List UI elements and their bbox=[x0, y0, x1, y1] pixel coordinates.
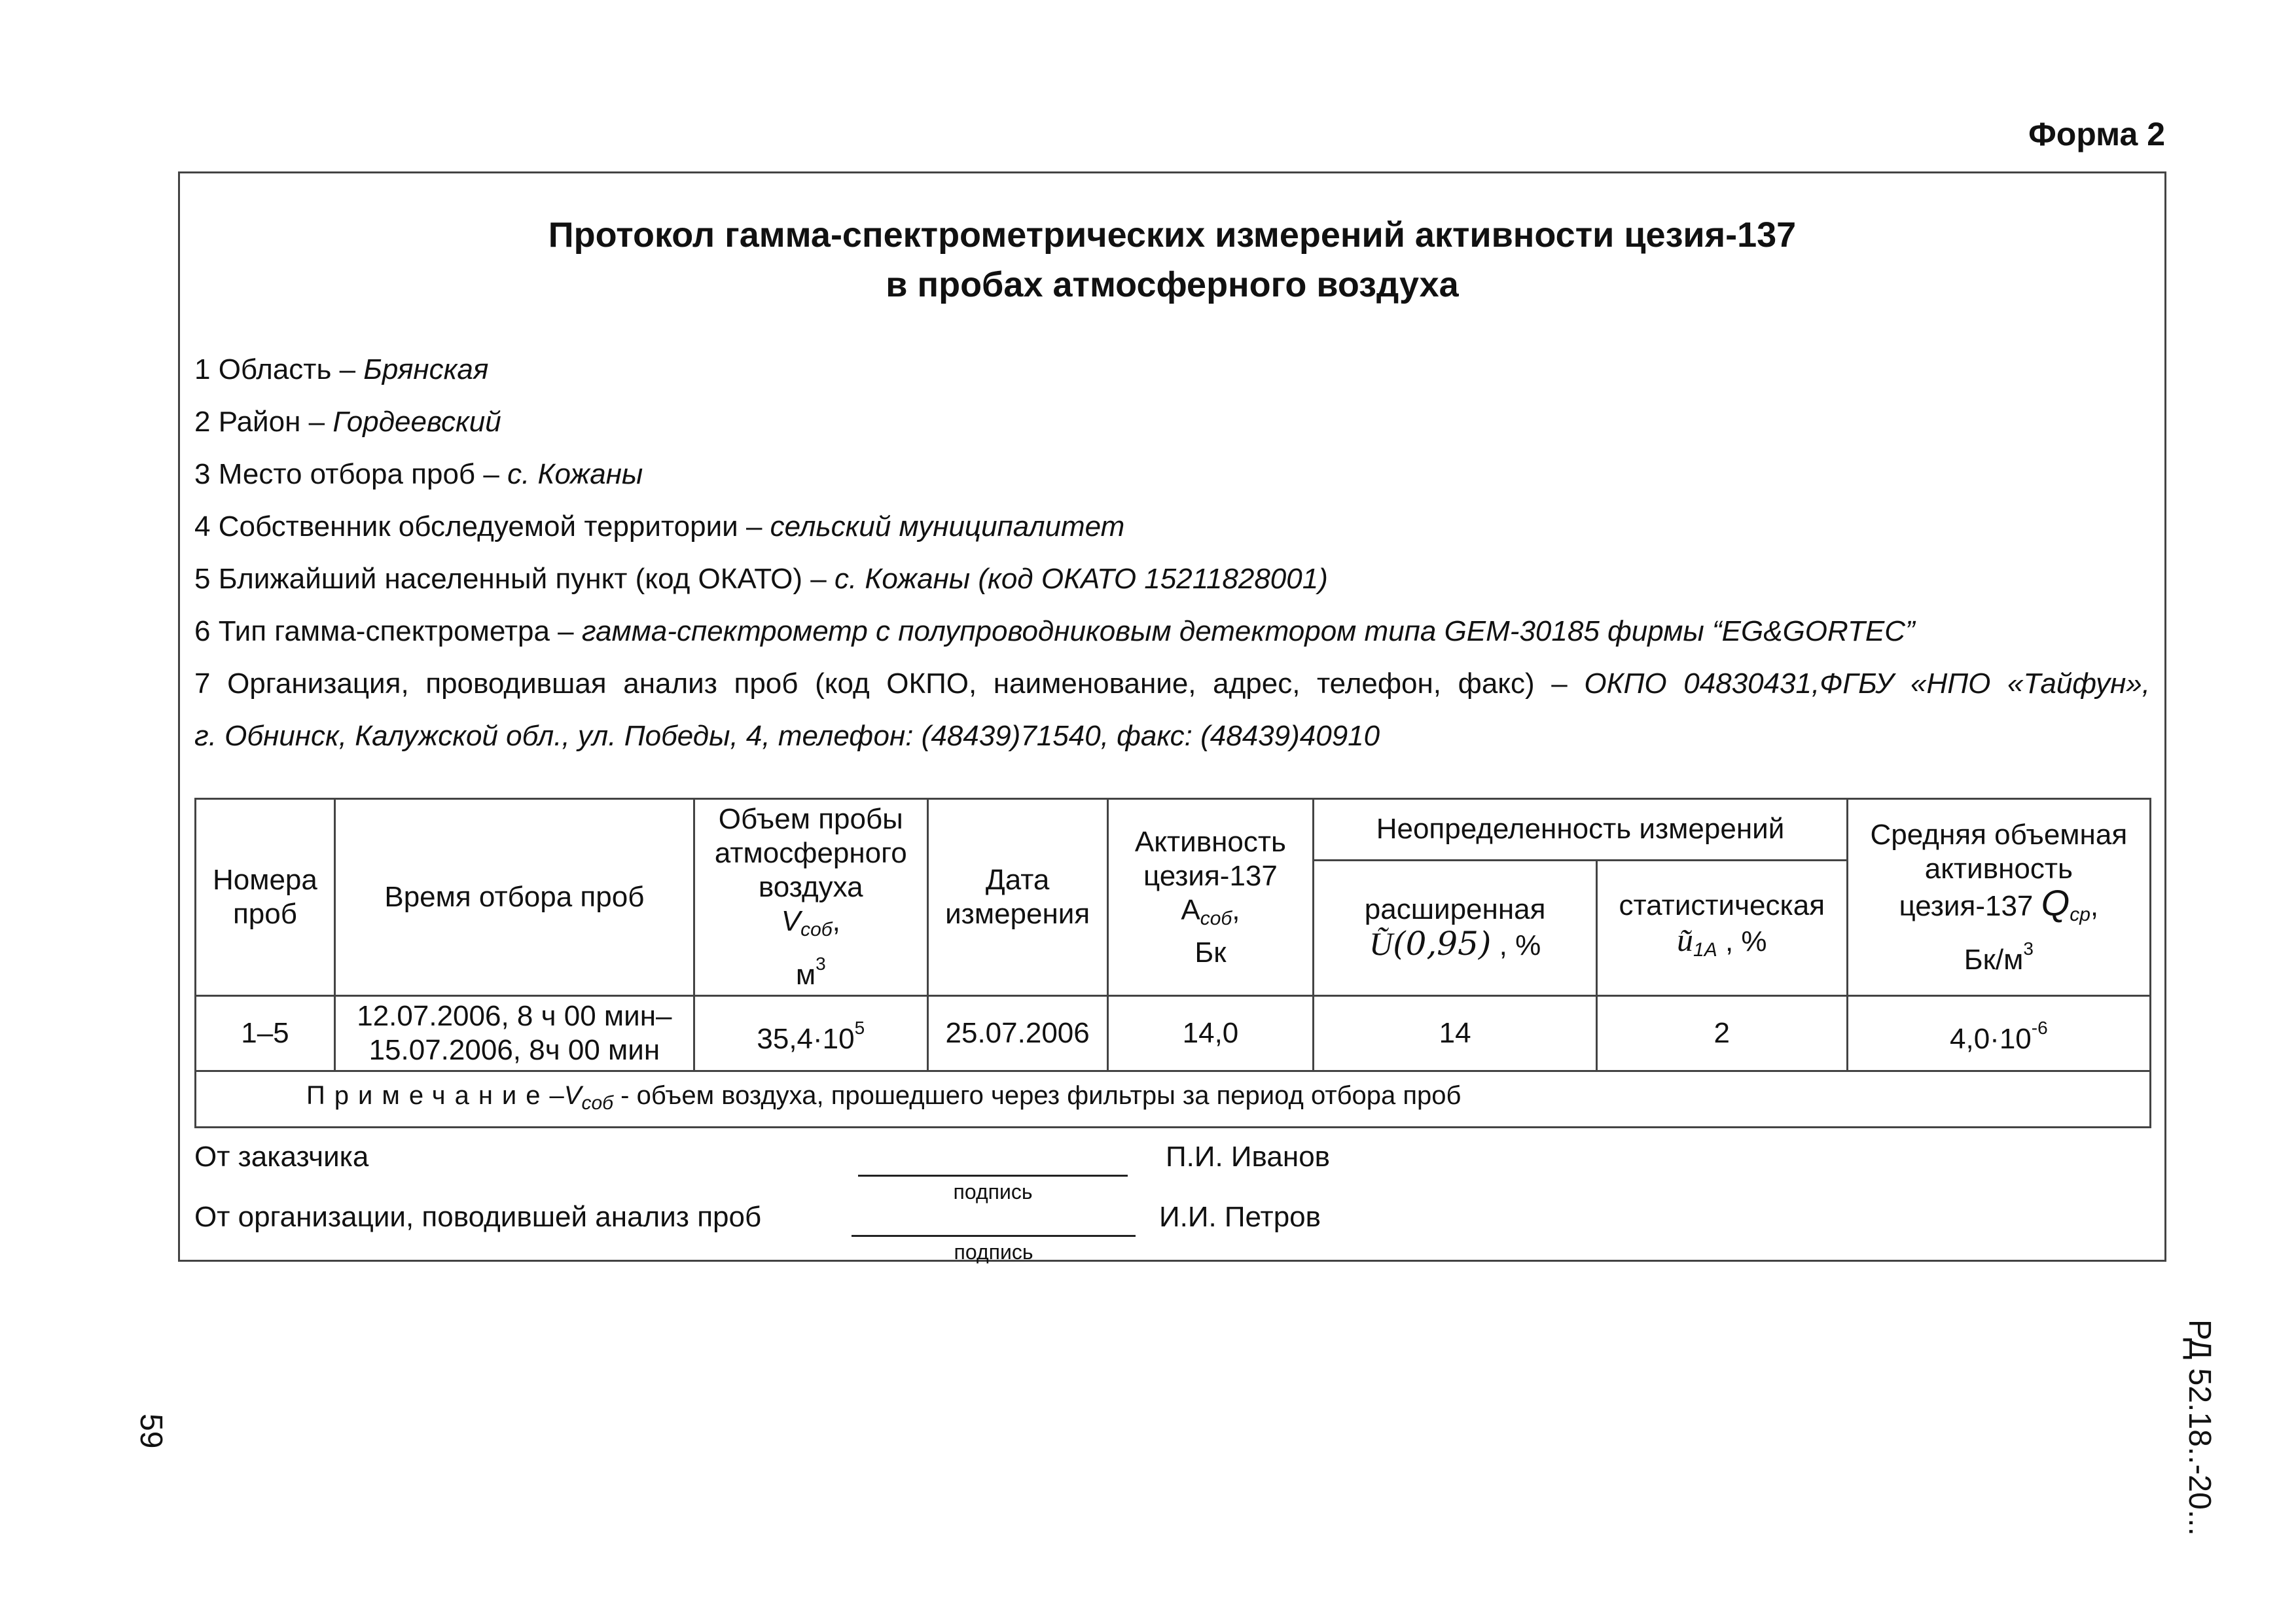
cell-mean-exp: -6 bbox=[2031, 1017, 2048, 1038]
header-activity-unit: Бк bbox=[1194, 936, 1227, 969]
table-note bbox=[196, 1071, 2151, 1128]
mean-label: цезия-137 bbox=[1899, 889, 2041, 922]
volume-comma: , bbox=[832, 905, 840, 937]
customer-signature-caption: подпись bbox=[953, 1180, 1033, 1204]
header-statistical-label: статистическая bbox=[1619, 889, 1825, 921]
header-statistical bbox=[1596, 860, 1847, 995]
table-row bbox=[196, 996, 2151, 1071]
cell-activity: 14,0 bbox=[1107, 996, 1314, 1071]
header-uncertainty: Неопределенность измерений bbox=[1314, 799, 1847, 861]
info-organization-value: ОКПО 04830431,ФГБУ «НПО «Тайфун», bbox=[1584, 668, 2150, 700]
header-mean-line-1: Средняя объемная bbox=[1870, 818, 2128, 851]
document-code: РД 52.18..-20... bbox=[2182, 1319, 2217, 1536]
volume-subscript: соб bbox=[800, 919, 833, 940]
info-settlement-label: 5 Ближайший населенный пункт (код ОКАТО) – bbox=[194, 563, 834, 595]
info-region bbox=[194, 344, 2150, 396]
mean-unit-sup: 3 bbox=[2023, 938, 2034, 959]
info-district-label: 2 Район – bbox=[194, 406, 333, 438]
info-sampling-place-value: с. Кожаны bbox=[507, 458, 643, 490]
cell-time-line-2: 15.07.2006, 8ч 00 мин bbox=[368, 1034, 660, 1066]
cell-volume-value: 35,4·10 bbox=[757, 1022, 855, 1055]
cell-mean-value: 4,0·10 bbox=[1950, 1022, 2032, 1055]
protocol-title bbox=[180, 210, 2164, 310]
header-volume-symbol bbox=[699, 904, 923, 947]
info-organization bbox=[194, 658, 2150, 710]
info-region-value: Брянская bbox=[363, 353, 489, 385]
mean-symbol: Q bbox=[2041, 882, 2070, 923]
info-organization-label: 7 Организация, проводившая анализ проб (код ОКПО, наименование, адрес, телефон, факс) – bbox=[194, 668, 1585, 700]
info-settlement-value: с. Кожаны (код ОКАТО 15211828001) bbox=[834, 563, 1328, 595]
volume-unit-sup: 3 bbox=[816, 954, 826, 974]
note-word: Примечание bbox=[306, 1080, 550, 1110]
note-text: - объем воздуха, прошедшего через фильтры за период отбора проб bbox=[613, 1080, 1462, 1110]
cell-number: 1–5 bbox=[196, 996, 335, 1071]
cell-volume-exp: 5 bbox=[854, 1017, 865, 1038]
header-mean-unit bbox=[1852, 932, 2145, 977]
measurement-table bbox=[194, 798, 2151, 1128]
info-organization-address bbox=[194, 710, 2150, 762]
info-settlement bbox=[194, 553, 2150, 605]
cell-statistical: 2 bbox=[1596, 996, 1847, 1071]
customer-signature-line bbox=[858, 1175, 1128, 1177]
header-activity bbox=[1107, 799, 1314, 996]
header-activity-line-1: Активность bbox=[1134, 825, 1286, 858]
cell-time-line-1: 12.07.2006, 8 ч 00 мин– bbox=[357, 1000, 672, 1032]
header-mean-activity bbox=[1847, 799, 2150, 996]
customer-name: П.И. Иванов bbox=[1166, 1141, 1331, 1173]
info-owner-label: 4 Собственник обследуемой территории – bbox=[194, 510, 770, 543]
info-owner-value: сельский муниципалитет bbox=[770, 510, 1125, 543]
statistical-unit: , % bbox=[1717, 925, 1767, 957]
info-sampling-place bbox=[194, 448, 2150, 501]
header-mean-line-3 bbox=[1852, 882, 2145, 932]
note-symbol: V bbox=[564, 1080, 582, 1110]
header-volume-line-1: Объем пробы bbox=[718, 803, 903, 835]
header-date-line-1: Дата bbox=[985, 864, 1050, 896]
cell-mean bbox=[1847, 996, 2150, 1071]
page-number: 59 bbox=[134, 1414, 168, 1449]
customer-label: От заказчика bbox=[194, 1141, 369, 1173]
volume-symbol: V bbox=[781, 905, 801, 937]
organization-signature-line bbox=[852, 1235, 1136, 1237]
volume-unit: м bbox=[795, 959, 816, 991]
protocol-frame bbox=[178, 171, 2166, 1262]
expanded-symbol: U͂ bbox=[1369, 925, 1393, 963]
cell-volume bbox=[694, 996, 927, 1071]
header-statistical-formula bbox=[1602, 920, 1842, 967]
info-section bbox=[194, 344, 2150, 762]
header-volume-unit bbox=[699, 947, 923, 992]
info-spectrometer bbox=[194, 605, 2150, 658]
organization-name: И.И. Петров bbox=[1159, 1201, 1321, 1233]
header-expanded bbox=[1314, 860, 1597, 995]
header-activity-symbol bbox=[1113, 893, 1309, 936]
header-activity-line-2: цезия-137 bbox=[1143, 859, 1278, 892]
info-owner bbox=[194, 501, 2150, 553]
header-volume-line-3: воздуха bbox=[758, 871, 863, 903]
header-date-line-2: измерения bbox=[945, 898, 1090, 930]
header-expanded-label: расширенная bbox=[1364, 893, 1546, 926]
info-region-label: 1 Область – bbox=[194, 353, 364, 385]
expanded-unit: , % bbox=[1491, 929, 1541, 962]
cell-time bbox=[334, 996, 694, 1071]
expanded-argument: (0,95) bbox=[1393, 925, 1492, 963]
header-number bbox=[196, 799, 335, 996]
header-time: Время отбора проб bbox=[334, 799, 694, 996]
title-line-2: в пробах атмосферного воздуха bbox=[886, 265, 1459, 304]
table-header-row bbox=[196, 799, 2151, 861]
header-expanded-formula bbox=[1318, 927, 1592, 963]
header-volume-line-2: атмосферного bbox=[714, 837, 907, 869]
activity-subscript: соб bbox=[1200, 907, 1232, 929]
header-date bbox=[927, 799, 1107, 996]
form-label: Форма 2 bbox=[2028, 116, 2165, 152]
header-number-line-2: проб bbox=[232, 898, 297, 930]
info-spectrometer-value: гамма-спектрометр с полупроводниковым детектором типа GEM-30185 фирмы “EG&GORTEC” bbox=[581, 615, 1915, 647]
info-spectrometer-label: 6 Тип гамма-спектрометра – bbox=[194, 615, 582, 647]
mean-comma: , bbox=[2090, 889, 2099, 922]
info-district-value: Гордеевский bbox=[332, 406, 501, 438]
header-volume bbox=[694, 799, 927, 996]
statistical-subscript: 1А bbox=[1693, 938, 1717, 961]
cell-expanded: 14 bbox=[1314, 996, 1597, 1071]
table-note-row bbox=[196, 1071, 2151, 1128]
header-number-line-1: Номера bbox=[212, 864, 317, 896]
note-dash: – bbox=[549, 1080, 564, 1110]
activity-symbol: А bbox=[1181, 893, 1200, 926]
organization-label: От организации, поводившей анализ проб bbox=[194, 1201, 762, 1233]
info-sampling-place-label: 3 Место отбора проб – bbox=[194, 458, 508, 490]
note-subscript: соб bbox=[581, 1092, 614, 1114]
organization-signature-caption: подпись bbox=[954, 1240, 1033, 1264]
mean-subscript: ср bbox=[2070, 903, 2090, 925]
cell-date: 25.07.2006 bbox=[927, 996, 1107, 1071]
info-district bbox=[194, 396, 2150, 448]
info-organization-address-value: г. Обнинск, Калужской обл., ул. Победы, 4, телефон: (48439)71540, факс: (48439)40910 bbox=[194, 720, 1380, 752]
statistical-symbol: u͂ bbox=[1677, 920, 1694, 959]
title-line-1: Протокол гамма-спектрометрических измерений активности цезия-137 bbox=[548, 215, 1797, 255]
header-mean-line-2: активность bbox=[1924, 852, 2073, 885]
mean-unit: Бк/м bbox=[1964, 943, 2024, 976]
activity-comma: , bbox=[1232, 893, 1240, 926]
